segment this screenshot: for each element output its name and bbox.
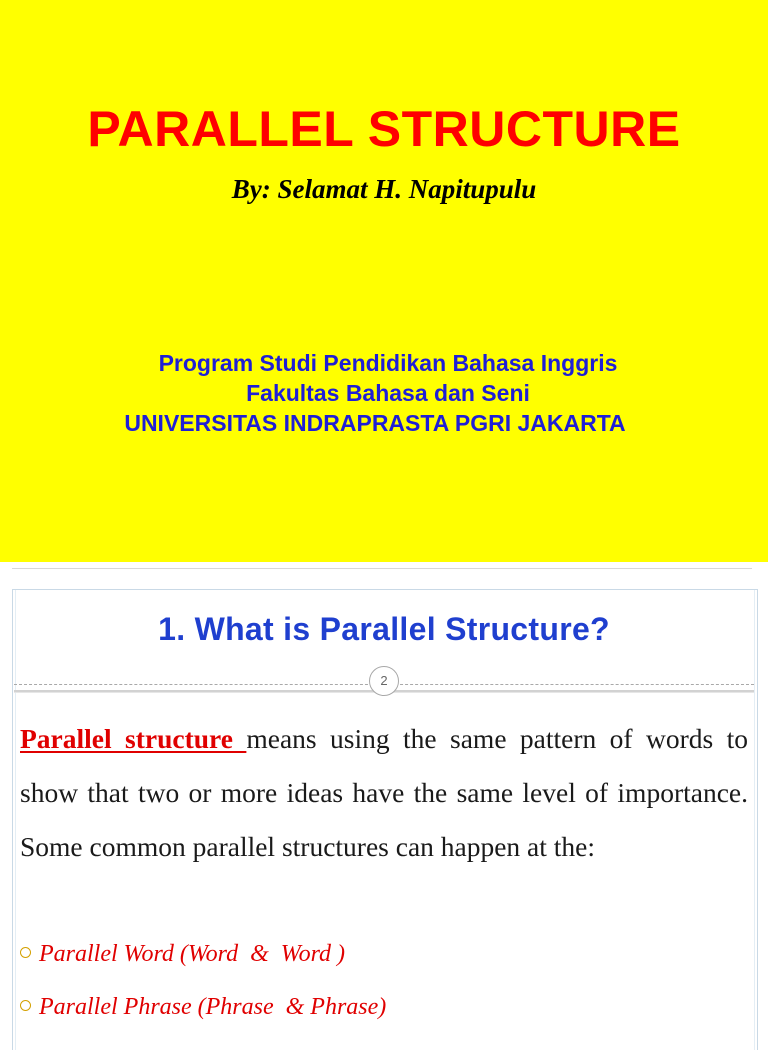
author-byline: By: Selamat H. Napitupulu xyxy=(231,174,537,204)
slide-heading: 1. What is Parallel Structure? xyxy=(158,611,610,647)
bullet-item-parallel-word xyxy=(20,939,345,969)
page-number-badge: 2 xyxy=(369,666,399,696)
frame-inner-right-border xyxy=(754,590,755,1050)
bullet-item-parallel-phrase xyxy=(20,992,386,1022)
circle-bullet-icon xyxy=(20,1000,31,1011)
bullet-text: Parallel Word (Word & Word ) xyxy=(39,941,346,967)
institution-line-university: UNIVERSITAS INDRAPRASTA PGRI JAKARTA xyxy=(124,410,626,436)
slide-title: PARALLEL STRUCTURE xyxy=(87,101,681,157)
definition-text: means using the same pattern of words to show that two or more ideas have the same level of importance. Some common parallel structures can happen at the: xyxy=(20,723,748,862)
circle-bullet-icon xyxy=(20,947,31,958)
bullet-text: Parallel Phrase (Phrase & Phrase) xyxy=(39,994,387,1020)
frame-inner-left-border xyxy=(15,590,16,1050)
slide-separator xyxy=(12,568,752,569)
institution-line-program: Program Studi Pendidikan Bahasa Inggris xyxy=(158,350,618,376)
institution-line-faculty: Fakultas Bahasa dan Seni xyxy=(246,380,530,406)
definition-paragraph xyxy=(20,712,748,874)
defined-term: Parallel structure xyxy=(20,723,247,754)
